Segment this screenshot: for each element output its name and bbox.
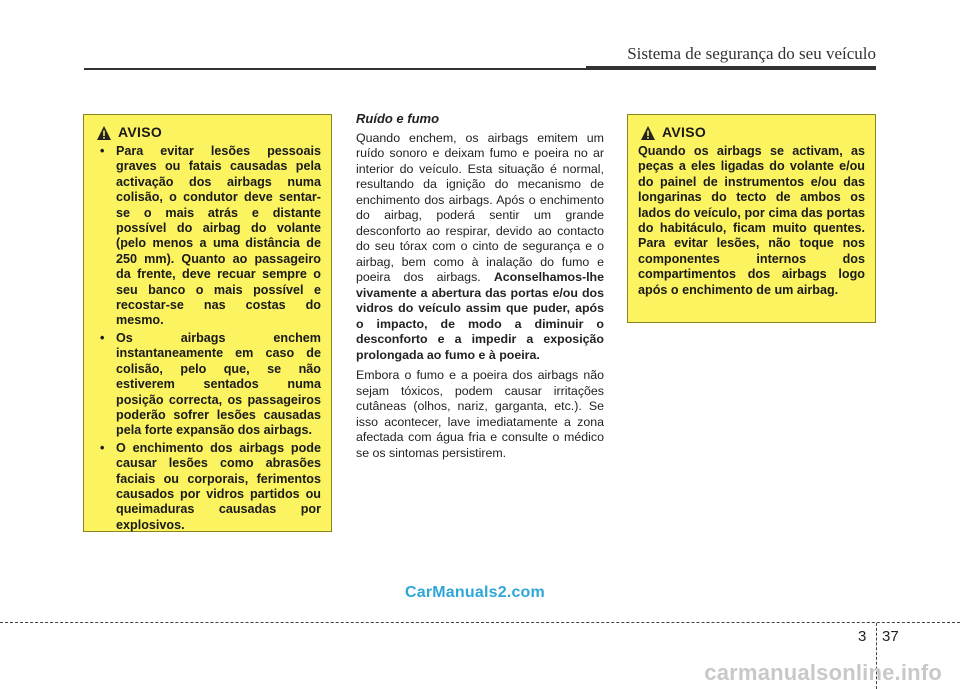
paragraph-1-emphasis: Aconselhamos-lhe vivamente a abertura das portas e/ou dos vidros do veículo assim que puder, após o impacto, de modo a diminuir o desconforto e a impedir a exposição prolongada ao fumo e à poeira. [356, 270, 604, 362]
bullet-text: O enchimento dos airbags pode causar lesões como abrasões faciais ou corporais, ferimentos causados por vidros partidos ou queimaduras causadas por explosivos. [116, 440, 321, 532]
bullet-mark: • [100, 144, 105, 158]
footer-rule [0, 622, 960, 623]
bullet-text: Para evitar lesões pessoais graves ou fatais causadas pela activação dos airbags numa colisão, o condutor deve sentar-se o mais atrás e distante possível do airbag do volante (pelo menos a uma distância de 250 mm). Quanto ao passageiro da frente, deve recuar sempre o seu banco o mais possível e recostar-se nas costas do mesmo. [116, 144, 321, 328]
paragraph-1-text: Quando enchem, os airbags emitem um ruído sonoro e deixam fumo e poeira no ar interior do veículo. Esta situação é normal, resultando da ignição do mecanismo de enchimento dos airbags. Após o enchimento do airbag, poderá sentir um grande desconforto ao respirar, devido ao contacto do seu tórax com o cinto de segurança e o airbag, bem como à inalação do fumo e poeira dos airbags. [356, 130, 604, 284]
warning-bullet [94, 144, 321, 329]
warning-heading [638, 125, 865, 141]
brand-watermark: carmanualsonline.info [704, 660, 942, 685]
warning-bullet [94, 331, 321, 439]
warning-box-left [83, 114, 332, 532]
chapter-number: 3 [858, 628, 867, 645]
header-rule-accent [586, 66, 876, 70]
section-title: Ruído e fumo [356, 111, 440, 126]
warning-heading [94, 125, 321, 141]
bullet-text: Os airbags enchem instantaneamente em caso de colisão, pelo que, se não estiverem sentados numa posição correcta, os passageiros poderão sofrer lesões causadas pela forte expansão dos airbags. [116, 330, 321, 438]
warning-bullet [94, 441, 321, 533]
warning-box-right [627, 114, 876, 323]
middle-column [356, 111, 604, 466]
running-header: Sistema de segurança do seu veículo [627, 44, 876, 63]
warning-title: AVISO [662, 124, 707, 141]
warning-triangle-icon [96, 125, 112, 141]
page-number: 37 [882, 628, 899, 645]
warning-title: AVISO [118, 124, 163, 141]
warning-bullet-list [94, 144, 321, 533]
watermark-link[interactable]: CarManuals2.com [405, 584, 545, 601]
warning-text: Quando os airbags se activam, as peças a eles ligadas do volante e/ou do painel de instrumentos e/ou das longarinas do tecto de ambos os lados do veículo, por cima das portas do habitáculo, ficam muito quentes. Para evitar lesões, não toque nos componentes internos dos compartimentos dos airbags logo após o enchimento de um airbag. [638, 144, 865, 297]
bullet-mark: • [100, 440, 105, 455]
warning-triangle-icon [640, 125, 656, 141]
bullet-mark: • [100, 330, 105, 345]
paragraph-2: Embora o fumo e a poeira dos airbags não sejam tóxicos, podem causar irritações cutâneas (olhos, nariz, garganta, etc.). Se isso acontecer, lave imediatamente a zona afectada com água fria e consulte o médico se os sintomas persistirem. [356, 368, 604, 460]
paragraph-1 [356, 131, 604, 364]
